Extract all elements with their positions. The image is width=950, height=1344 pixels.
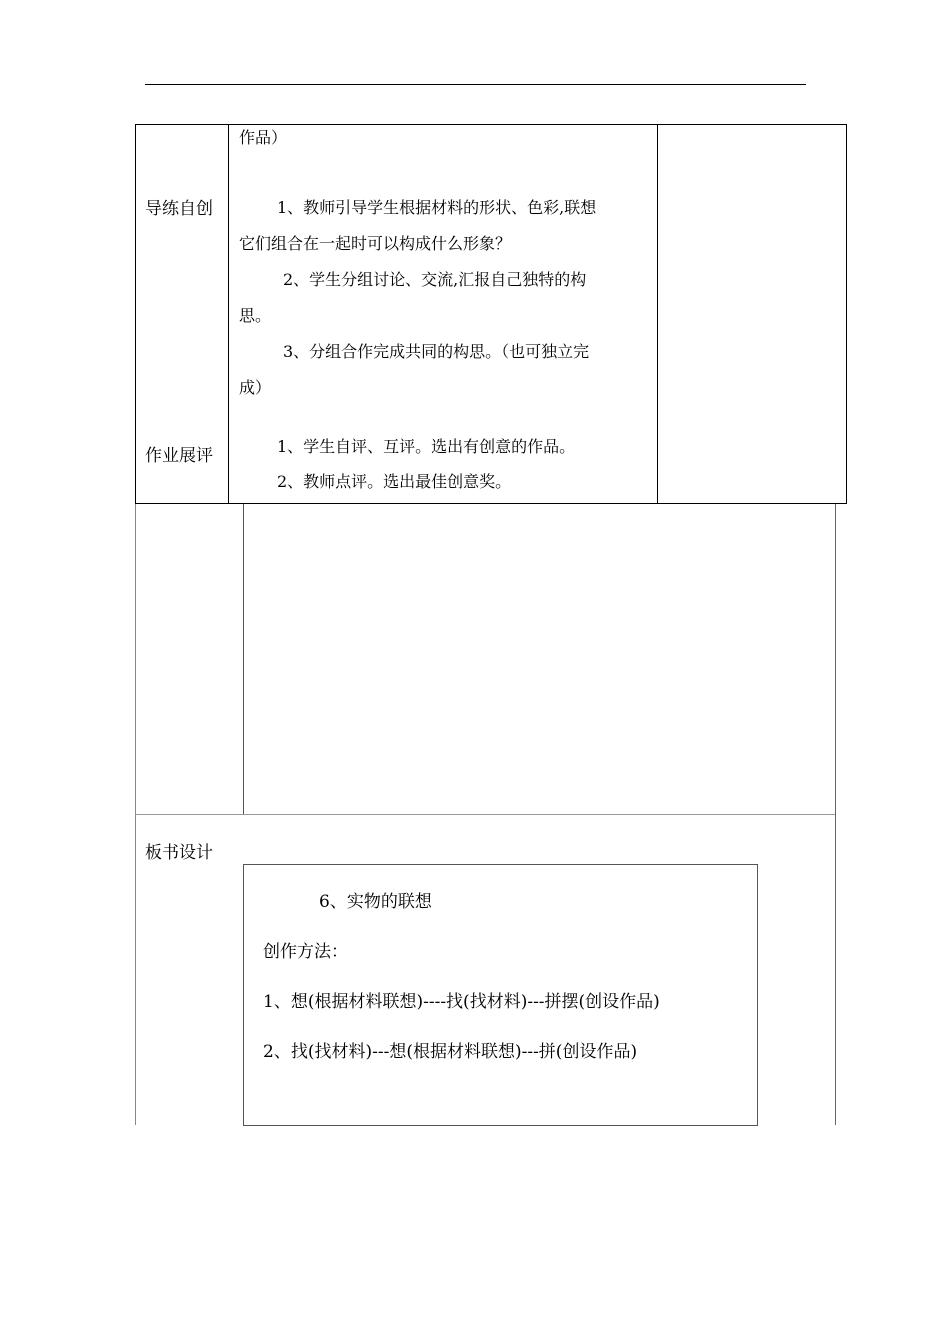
step-line: 成）	[239, 378, 272, 397]
step-line: 2、学生分组讨论、交流,汇报自己独特的构	[283, 270, 587, 289]
lesson-table-divider-left	[228, 124, 229, 504]
board-method-1: 1、想(根据材料联想)----找(找材料)---拼摆(创设作品)	[263, 992, 660, 1012]
second-table-right-border	[835, 504, 836, 1125]
step-line: 思。	[239, 306, 272, 325]
board-subtitle: 创作方法：	[263, 942, 348, 962]
second-table-inner-border	[243, 504, 244, 815]
lesson-table-divider-right	[657, 124, 658, 504]
section-label-work-review: 作业展评	[145, 446, 213, 466]
second-table-row-divider	[135, 814, 835, 815]
review-line: 1、学生自评、互评。选出有创意的作品。	[277, 437, 576, 456]
board-method-2: 2、找(找材料)---想(根据材料联想)---拼(创设作品)	[263, 1042, 638, 1062]
step-line: 1、教师引导学生根据材料的形状、色彩,联想	[277, 198, 597, 217]
continued-text: 作品）	[239, 128, 288, 147]
step-line: 3、分组合作完成共同的构思。（也可独立完	[283, 342, 590, 361]
board-design-label: 板书设计	[145, 843, 213, 863]
board-title: 6、实物的联想	[319, 892, 432, 912]
section-label-guided-practice: 导练自创	[145, 199, 213, 219]
review-line: 2、教师点评。选出最佳创意奖。	[277, 472, 512, 491]
step-line: 它们组合在一起时可以构成什么形象？	[239, 234, 512, 253]
header-rule	[145, 84, 806, 85]
